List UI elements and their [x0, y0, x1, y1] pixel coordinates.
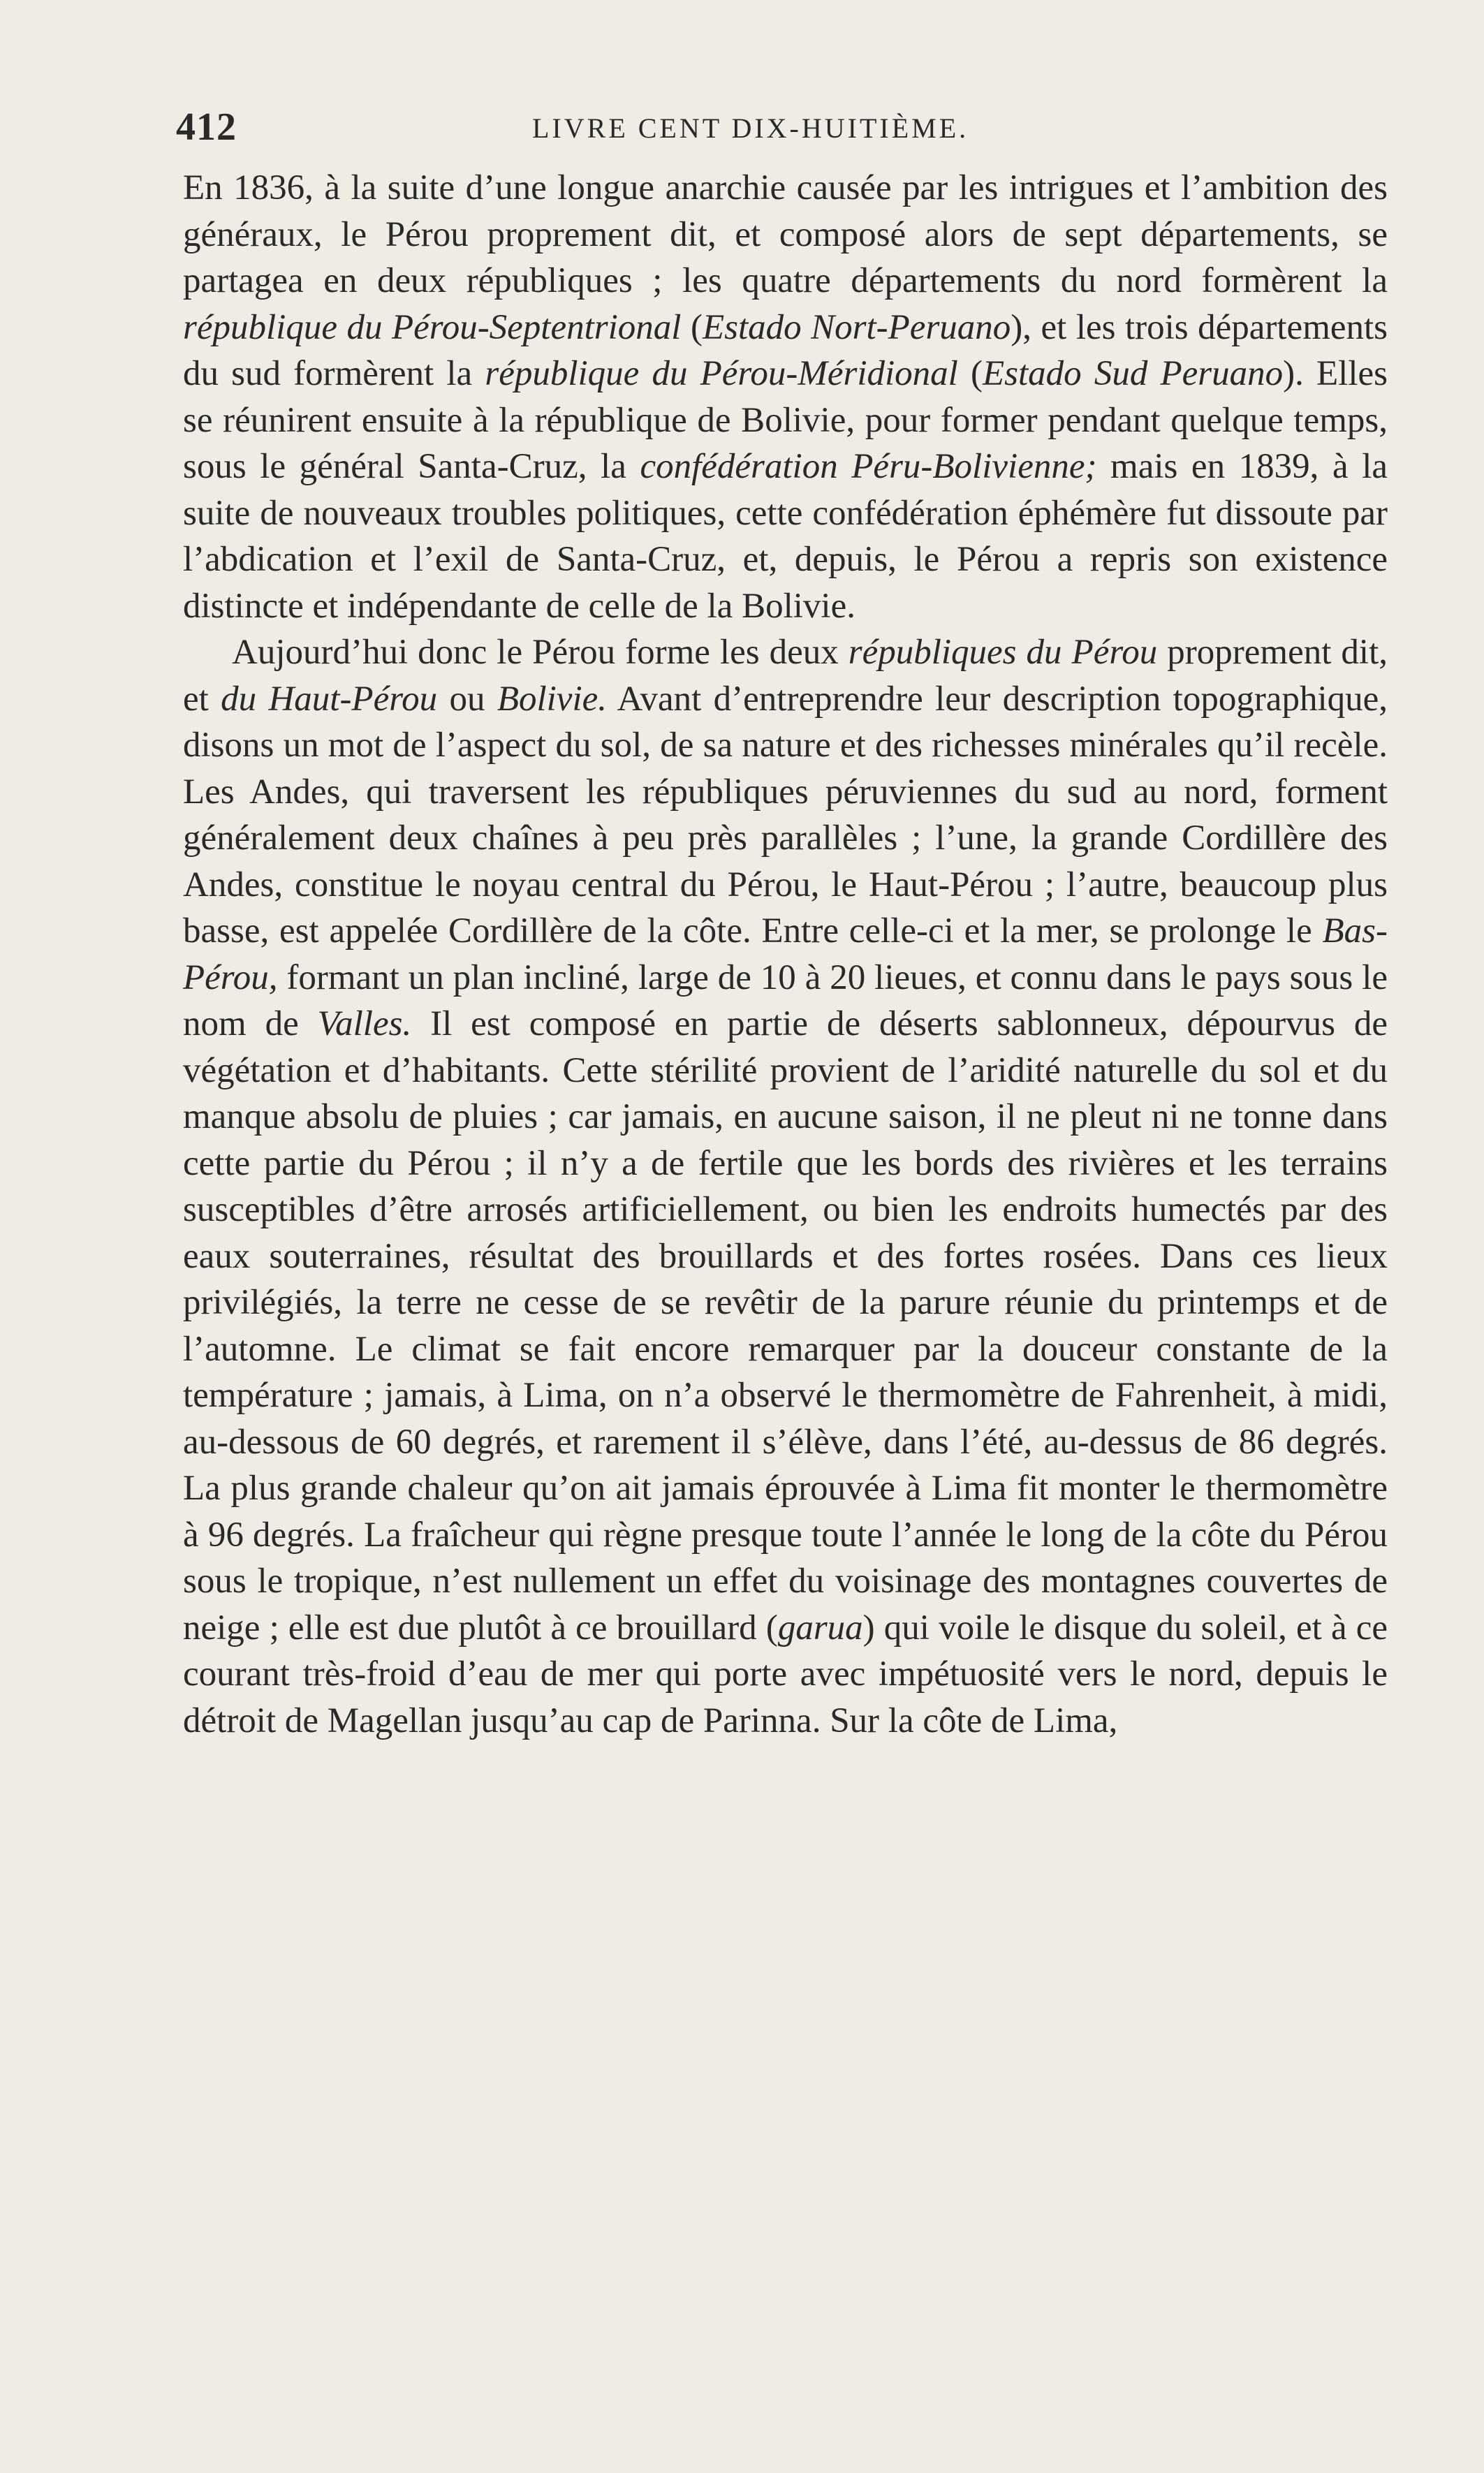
italic-text-run: république du Pérou-Méridional [485, 354, 958, 393]
text-run: formant un plan incliné, large de 10 à 20 lieues, et connu dans le pays sous le nom de [183, 957, 1388, 1043]
text-run: ou [437, 679, 497, 719]
italic-text-run: Valles. [317, 1004, 412, 1043]
paragraph-2 [183, 629, 1388, 1744]
text-run: Aujourd’hui donc le Pérou forme les deux [232, 633, 848, 672]
paragraph-1 [183, 165, 1388, 629]
italic-text-run: Bas-Pérou, [183, 911, 1388, 997]
text-run: ), et les trois départements du sud formèrent la [183, 307, 1388, 393]
body-text [183, 165, 1388, 1744]
italic-text-run: confédération Péru-Bolivienne; [640, 447, 1097, 486]
text-run: En 1836, à la suite d’une longue anarchie causée par les intrigues et l’ambition des généraux, le Pérou proprement dit, et composé alors de sept départements, se partagea en deux républiques ; les quatre départements du nord formèrent la [183, 168, 1388, 300]
text-run: ( [681, 307, 703, 347]
page-header [176, 105, 1384, 147]
italic-text-run: Estado Nort-Peruano [702, 307, 1011, 347]
text-run: ). Elles se réunirent ensuite à la république de Bolivie, pour former pendant quelque temps, sous le général Santa-Cruz, la [183, 354, 1388, 486]
text-run: mais en 1839, à la suite de nouveaux troubles politiques, cette confédération éphémère fut dissoute par l’abdication et l’exil de Santa-Cruz, et, depuis, le Pérou a repris son existence distincte et indépendante de celle de la Bolivie. [183, 447, 1388, 626]
italic-text-run: garua [777, 1608, 863, 1648]
running-title: LIVRE CENT DIX-HUITIÈME. [532, 112, 969, 144]
italic-text-run: république du Pérou-Septentrional [183, 307, 682, 347]
italic-text-run: Estado Sud Peruano [983, 354, 1284, 393]
text-run: Avant d’entreprendre leur description topographique, disons un mot de l’aspect du sol, de sa nature et des richesses minérales qu’il recèle. Les Andes, qui traversent les républiques péruviennes du sud au nord, forment généralement deux chaînes à peu près parallèles ; l’une, la grande Cordillère des Andes, constitue le noyau central du Pérou, le Haut-Pérou ; l’autre, beaucoup plus basse, est appelée Cordillère de la côte. Entre celle-ci et la mer, se prolonge le [183, 679, 1388, 951]
italic-text-run: du Haut-Pérou [221, 679, 438, 719]
page-number: 412 [176, 105, 237, 149]
text-run: ( [957, 354, 983, 393]
text-run: proprement dit, et [183, 633, 1388, 719]
italic-text-run: Bolivie. [497, 679, 607, 719]
text-run: ) qui voile le disque du soleil, et à ce courant très-froid d’eau de mer qui porte avec impétuosité vers le nord, depuis le détroit de Magellan jusqu’au cap de Parinna. Sur la côte de Lima, [183, 1608, 1388, 1740]
text-run: Il est composé en partie de déserts sablonneux, dépourvus de végétation et d’habitants. Cette stérilité provient de l’aridité naturelle du sol et du manque absolu de pluies ; car jamais, en aucune saison, il ne pleut ni ne tonne dans cette partie du Pérou ; il n’y a de fertile que les bords des rivières et les terrains susceptibles d’être arrosés artificiellement, ou bien les endroits humectés par des eaux souterraines, résultat des brouillards et des fortes rosées. Dans ces lieux privilégiés, la terre ne cesse de se revêtir de la parure réunie du printemps et de l’automne. Le climat se fait encore remarquer par la douceur constante de la température ; jamais, à Lima, on n’a observé le thermomètre de Fahrenheit, à midi, au-dessous de 60 degrés, et rarement il s’élève, dans l’été, au-dessus de 86 degrés. La plus grande chaleur qu’on ait jamais éprouvée à Lima fit monter le thermomètre à 96 degrés. La fraîcheur qui règne presque toute l’année le long de la côte du Pérou sous le tropique, n’est nullement un effet du voisinage des montagnes couvertes de neige ; elle est due plutôt à ce brouillard ( [183, 1004, 1388, 1648]
italic-text-run: républiques du Pérou [848, 633, 1158, 672]
